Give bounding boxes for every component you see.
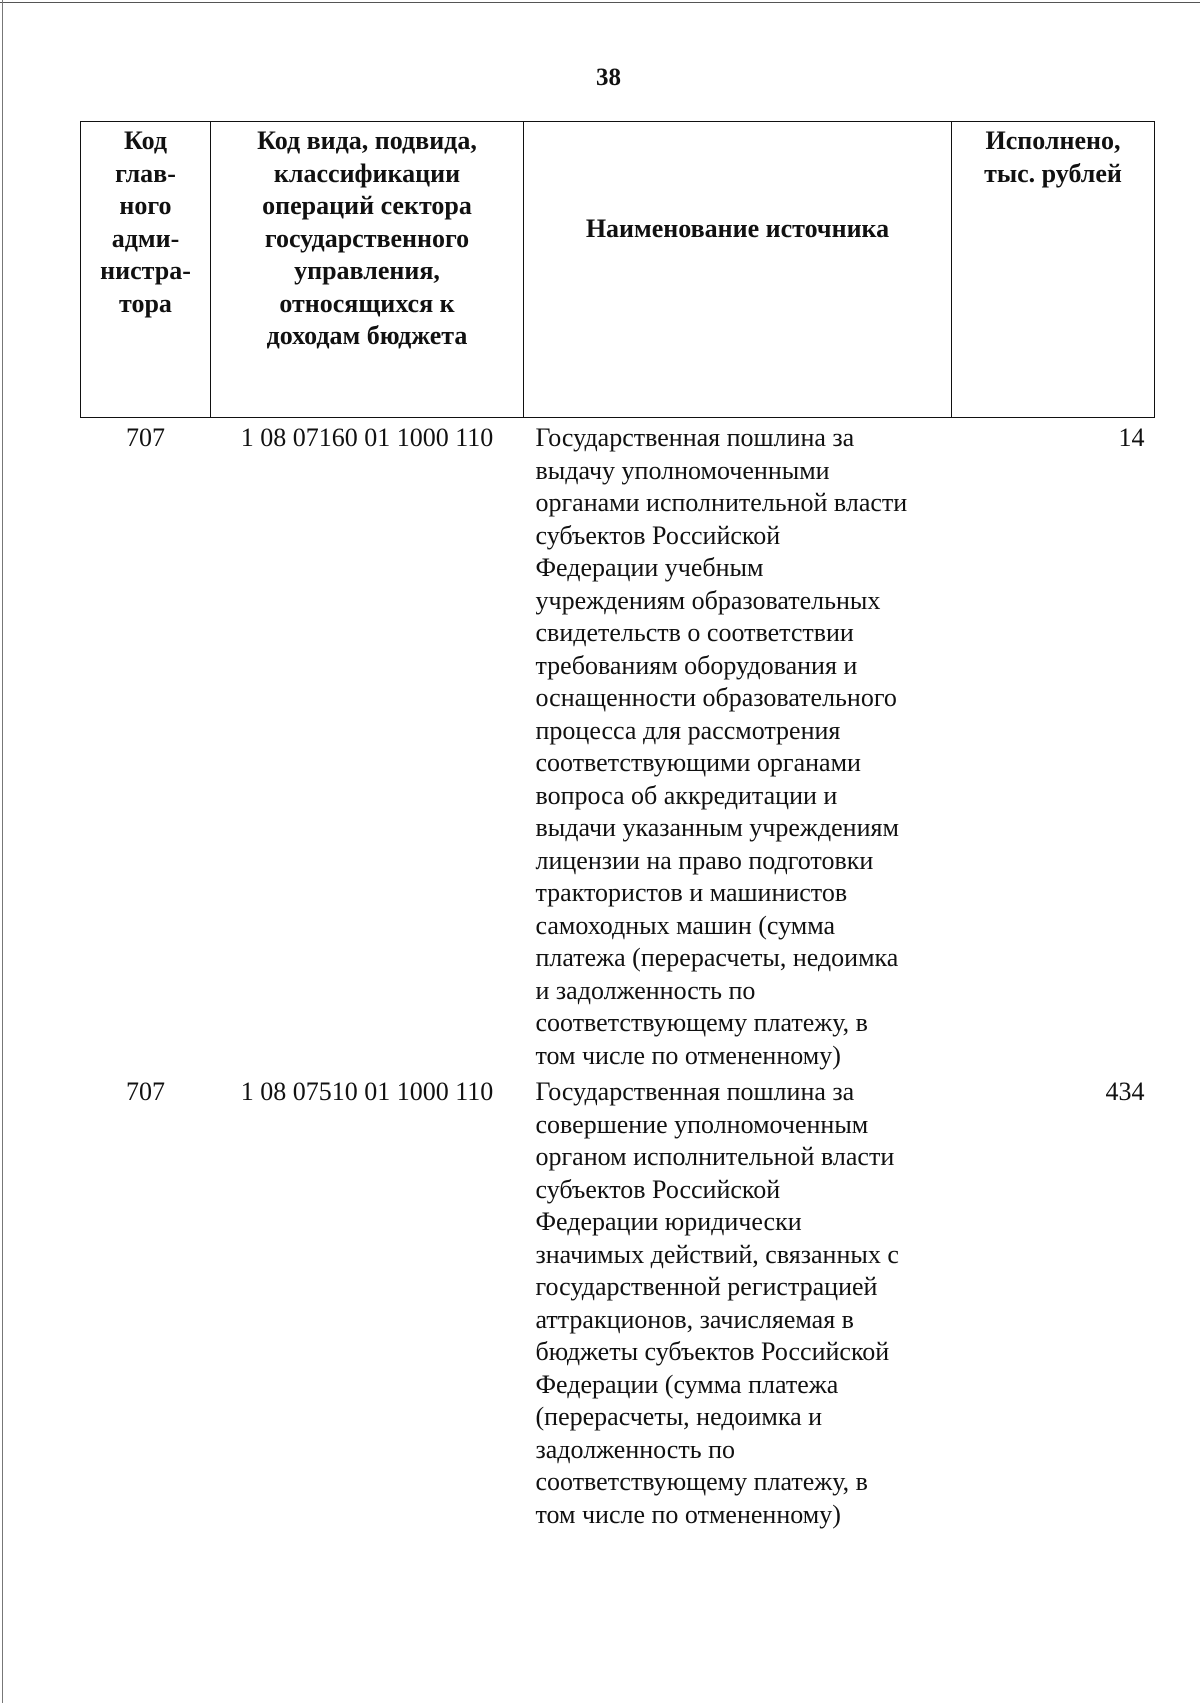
header-admin-code: Код глав- ного адми- нистра- тора xyxy=(81,122,211,418)
table-header xyxy=(81,122,1155,418)
header-source-name: Наименование источника xyxy=(524,122,952,418)
cell-admin-code: 707 xyxy=(126,423,165,452)
cell-source-name: Государственная пошлина за выдачу уполномоченными органами исполнительной власти субъектов Российской Федерации учебным учреждениям образовательных свидетельств о соответствии требованиям оборудования и оснащенности образовательного процесса для рассмотрения соответствующими органами вопроса об аккредитации и выдачи указанным учреждениям лицензии на право подготовки трактористов и машинистов самоходных машин (сумма платежа (перерасчеты, недоимка и задолженность по соответствующему платежу, в том числе по отмененному) xyxy=(535,423,908,1070)
table-row xyxy=(81,1072,1155,1531)
cell-income-code: 1 08 07510 01 1000 110 xyxy=(240,1077,494,1106)
cell-source-name: Государственная пошлина за совершение уполномоченным органом исполнительной власти субъектов Российской Федерации юридически значимых действий, связанных с государственной регистрацией аттракционов, зачисляемая в бюджеты субъектов Российской Федерации (сумма платежа (перерасчеты, недоимка и задолженность по соответствующему платежу, в том числе по отмененному) xyxy=(535,1077,899,1529)
cell-amount: 14 xyxy=(1118,423,1145,452)
table-body xyxy=(81,418,1155,1532)
page-number: 38 xyxy=(596,64,621,91)
scan-edge-top xyxy=(0,2,1200,3)
table-row xyxy=(81,418,1155,1073)
cell-income-code: 1 08 07160 01 1000 110 xyxy=(240,423,494,452)
header-income-code: Код вида, подвида, классификации операций сектора государственного управления, относящихся к доходам бюджета xyxy=(211,122,524,418)
header-amount: Исполнено, тыс. рублей xyxy=(952,122,1155,418)
scan-edge-left xyxy=(2,0,3,1703)
cell-amount: 434 xyxy=(1105,1077,1145,1106)
header-row xyxy=(81,122,1155,418)
revenue-sources-table xyxy=(80,121,1155,1531)
cell-admin-code: 707 xyxy=(126,1077,165,1106)
